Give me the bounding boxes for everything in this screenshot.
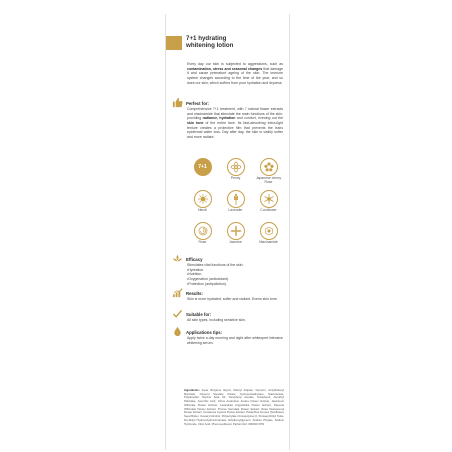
product-title: [186, 35, 286, 50]
efficacy-title: Efficacy: [186, 257, 203, 262]
application-body: Apply twice a day morning and night after whitexpert intensive whitening serum.: [187, 336, 283, 345]
efficacy-item: • Protection (antipollution).: [187, 282, 283, 287]
checkmark-icon: [172, 308, 183, 319]
ingredient-item: [252, 190, 285, 222]
cornflower-icon: [260, 190, 278, 208]
ingredient-label: Rose: [198, 240, 207, 244]
peony-icon: [227, 158, 245, 176]
lavender-icon: [227, 190, 245, 208]
intro-bold-1: contamination, stress and seasonal changes: [187, 66, 263, 71]
jasmine-icon: [227, 222, 245, 240]
perfect-for-text-1: Comprehensive 7+1 treatment, with 7 natural flower extracts and niacinamide that stimulate the main functions of the skin, providing: [187, 107, 283, 121]
ingredients-label: Ingredients:: [184, 389, 200, 392]
title-accent-bar: [166, 36, 182, 50]
ingredient-item: [219, 190, 252, 222]
efficacy-item: • Nutrition.: [187, 272, 283, 277]
intro-text-2: that damage it and cause premature ageing of the skin. The immune system changes according to the time of the year, and so does our skin, which suffers from poor hydration and dryness.: [187, 66, 284, 85]
perfect-for-bold-2: skin tone: [187, 121, 204, 126]
efficacy-item: • Oxygenation (antioxidant).: [187, 277, 283, 282]
product-title-line1: 7+1 hydrating: [186, 35, 227, 42]
neroli-icon: [194, 190, 212, 208]
perfect-for-bold-1: radiance, hydration: [202, 116, 236, 121]
ingredient-label: Cornflower: [260, 208, 277, 212]
thumbs-up-icon: [172, 97, 183, 108]
efficacy-body: [187, 263, 283, 287]
perfect-for-text-3: of the entire face. Its fast-absorbing extra-light texture creates a protective film that prevents the trans epidermal water loss. Day after day, the skin is visibly softer and more radiant.: [187, 121, 283, 140]
ingredient-label: Lavender: [228, 208, 243, 212]
results-body: Skin is more hydrated, softer and radiant. Evens skin tone.: [187, 297, 278, 301]
suitable-for-title: Suitable for:: [186, 312, 212, 317]
ingredient-item: [186, 158, 219, 190]
growth-chart-icon: [172, 287, 183, 298]
perfect-for-text-2: and comfort, evening out the: [235, 116, 283, 121]
intro-paragraph: [187, 62, 283, 85]
lotus-icon: [172, 253, 183, 264]
ingredient-label: Niacinamide: [259, 240, 278, 244]
efficacy-list: [187, 268, 283, 287]
niacinamide-icon: [260, 222, 278, 240]
ingredients-list: [184, 389, 284, 426]
box-left-edge: [165, 14, 166, 450]
perfect-for-body: [187, 107, 283, 140]
cherry-blossom-icon: [260, 158, 278, 176]
ingredient-item: [186, 190, 219, 222]
ingredient-item: [219, 158, 252, 190]
rose-icon: [194, 222, 212, 240]
ingredient-item: [186, 222, 219, 254]
application-drop-icon: [172, 326, 183, 337]
ingredient-item: [252, 222, 285, 254]
perfect-for-title: Perfect for:: [186, 101, 209, 106]
badge-text: 7+1: [198, 164, 207, 170]
application-title: Applications tips:: [186, 330, 223, 335]
ingredient-label: Japanese cherry Rose: [255, 176, 282, 184]
product-title-line2: whitening lotion: [186, 42, 234, 50]
ingredient-label: Jasmine: [229, 240, 242, 244]
suitable-for-body: All skin types, including sensitive skin.: [187, 318, 246, 322]
efficacy-item: • Hydration.: [187, 268, 283, 273]
ingredient-item: [219, 222, 252, 254]
ingredients-text: Aqua, Butylene Glycol, Dibutyl Adipate, Glycerin, Octyldodecyl Myristate, Glyceryl Stearate Citrate, Cyclopentasiloxane, Niacinamide, Propanediol, Glycine Soja Oil, Tocopheryl Acetate, Tocopherol, Ascorbyl Palmitate, Ascorbic Acid, Citrus Aurantium Amara Flower Extract, Jasminum Officinale Flower Extract, Lavandula Angustifolia Flower Extract, Paeonia Officinalis Flower Extract, Prunus Serrulata Flower Extract, Rosa Damascena Flower Extract, Centaurea Cyanus Flower Extract, Helianthus Annuus (Sunflower) Seed Butter, Cetearyl Alcohol, Polyacrylate Crosspolymer-6, Pentaerythrityl Tetra-Di-t-Butyl Hydroxyhydrocinnamate, Ethylhexylglycerin, Sodium Phytate, Sodium Hydroxide, Citric Acid, Phenoxyethanol, Parfum: [184, 389, 284, 426]
results-title: Results:: [186, 291, 203, 296]
box-right-edge: [289, 14, 290, 450]
reference-code: Ref. #00000 CHN: [242, 422, 265, 426]
ingredient-icons-grid: [184, 158, 284, 254]
intro-text-1: Every day our skin is subjected to aggressions, such as: [187, 62, 283, 66]
ingredient-label: Peony: [230, 176, 241, 180]
efficacy-intro: Stimulates vital functions of the skin:: [187, 263, 244, 267]
seven-plus-one-badge: [194, 158, 212, 176]
ingredient-item: [252, 158, 285, 190]
ingredient-label: Neroli: [198, 208, 207, 212]
